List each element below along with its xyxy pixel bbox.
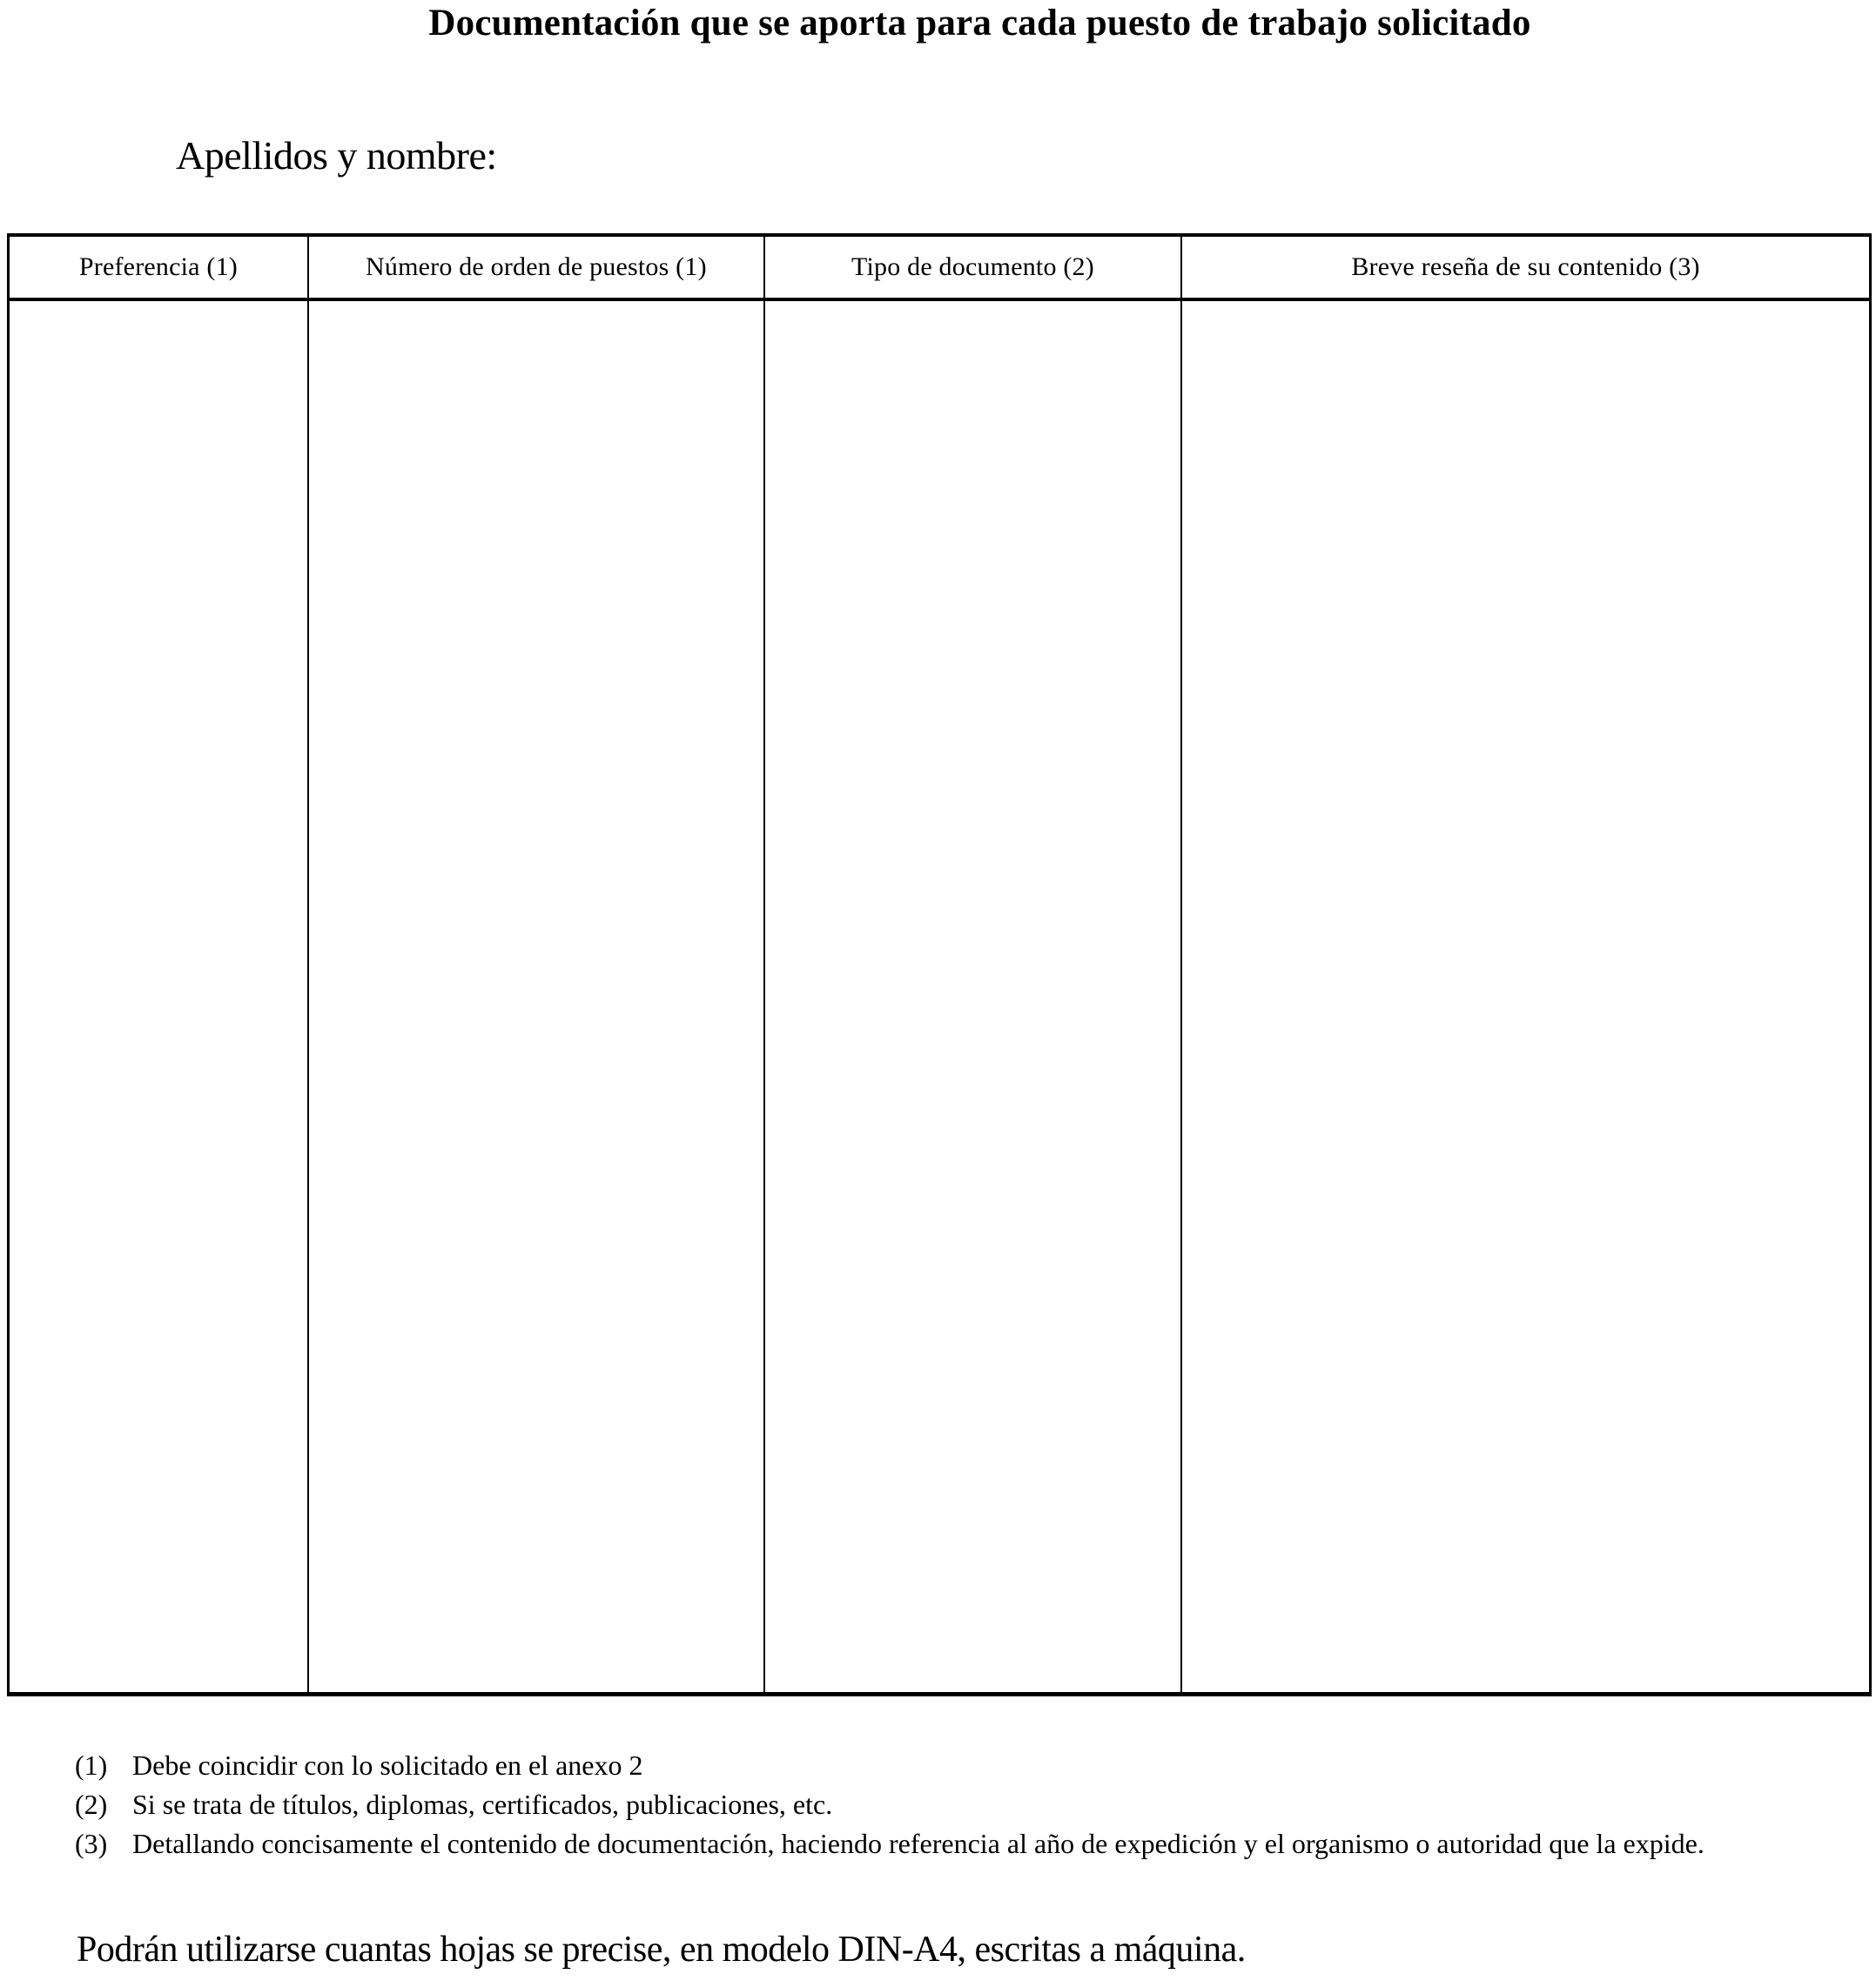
footnote-1 (75, 1746, 1781, 1785)
table-header-row (9, 235, 1871, 299)
surname-name-label: Apellidos y nombre: (176, 133, 497, 178)
column-header-tipo-documento: Tipo de documento (2) (764, 235, 1181, 299)
cell-breve-resena (1181, 299, 1870, 1695)
page-title: Documentación que se aporta para cada puesto de trabajo solicitado (428, 3, 1531, 44)
cell-tipo-documento (764, 299, 1181, 1695)
footnote-3-text: Detallando concisamente el contenido de documentación, haciendo referencia al año de expedición y el organismo o autoridad que la expide. (132, 1828, 1705, 1859)
documents-table (7, 233, 1872, 1696)
column-header-numero-orden-puestos: Número de orden de puestos (1) (308, 235, 764, 299)
footnote-1-text: Debe coincidir con lo solicitado en el anexo 2 (132, 1749, 643, 1781)
cell-preferencia (9, 299, 308, 1695)
footnote-3 (75, 1824, 1781, 1863)
cell-numero-orden-puestos (308, 299, 764, 1695)
footnote-2-text: Si se trata de títulos, diplomas, certificados, publicaciones, etc. (132, 1789, 833, 1820)
column-header-breve-resena: Breve reseña de su contenido (3) (1181, 235, 1870, 299)
footnote-2-marker: (2) (75, 1789, 108, 1820)
footnote-2 (75, 1785, 1781, 1824)
footnotes (75, 1746, 1781, 1863)
table-body-row (9, 299, 1871, 1695)
footnote-1-marker: (1) (75, 1749, 108, 1781)
footnote-3-marker: (3) (75, 1828, 108, 1859)
din-a4-note: Podrán utilizarse cuantas hojas se precise, en modelo DIN-A4, escritas a máquina. (77, 1930, 1246, 1970)
column-header-preferencia: Preferencia (1) (9, 235, 308, 299)
